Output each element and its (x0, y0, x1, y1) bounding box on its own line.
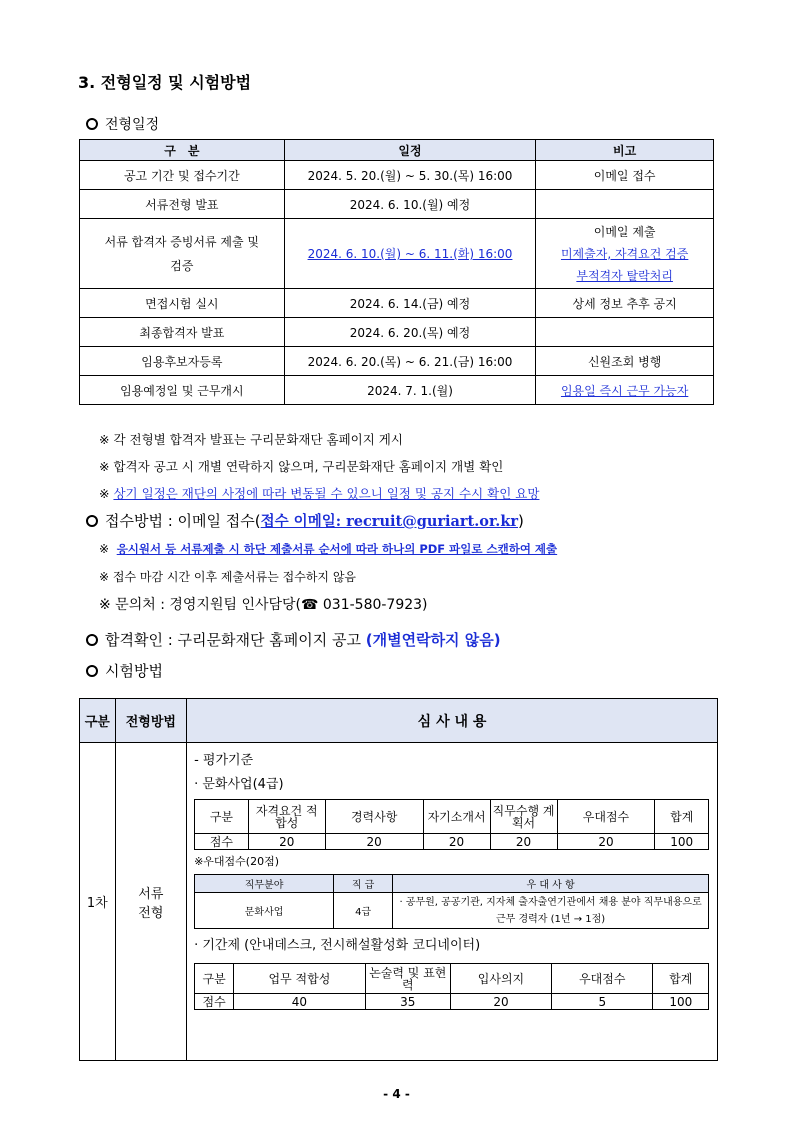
row-item: 서류 합격자 증빙서류 제출 및 검증 (80, 219, 285, 289)
method-heading (86, 660, 163, 681)
circle-bullet-icon (86, 118, 98, 130)
pref-table (194, 874, 709, 929)
apply-close: ) (518, 512, 524, 530)
content-cell (187, 743, 718, 1061)
contract-score-table (194, 963, 709, 1010)
row-item: 임용후보자등록 (80, 347, 285, 376)
apply-method (86, 510, 524, 531)
header-type: 전형방법 (115, 699, 186, 743)
row-note: 이메일 접수 (536, 161, 714, 190)
note-1: ※ 각 전형별 합격자 발표는 구리문화재단 홈페이지 게시 (99, 432, 403, 447)
method-title: 시험방법 (105, 662, 163, 680)
apply-email[interactable]: 접수 이메일: recruit@guriart.or.kr (260, 513, 519, 530)
apply-label: 접수방법 : 이메일 접수( (105, 512, 261, 530)
contract-title: · 기간제 (안내데스크, 전시해설활성화 코디네이터) (194, 938, 481, 953)
contract-header: 입사의지 (450, 964, 551, 994)
pref-header: 직 급 (334, 875, 393, 893)
pref-cell: · 공무원, 공공기관, 지자체 출자출연기관에서 채용 분야 직무내용으로 근무 경력자 (1년 → 1점) (393, 893, 709, 929)
apply-note-1-text: 응시원서 등 서류제출 시 하단 제출서류 순서에 따라 하나의 PDF 파일로 스캔하여 제출 (116, 542, 558, 556)
criteria-title: - 평가기준 (194, 753, 254, 768)
note-line: 미제출자, 자격요건 검증 (560, 246, 689, 261)
row-note (536, 190, 714, 219)
contact: ※ 문의처 : 경영지원팀 인사담당(☎ 031-580-7923) (99, 597, 428, 613)
table-row (80, 219, 714, 289)
result-emph: (개별연락하지 않음) (365, 631, 501, 649)
culture-score: 100 (655, 834, 709, 850)
row-item: 임용예정일 및 근무개시 (80, 376, 285, 405)
culture-score: 점수 (195, 834, 249, 850)
row-note (536, 318, 714, 347)
result-label: 합격확인 : 구리문화재단 홈페이지 공고 (105, 631, 366, 649)
schedule-heading (86, 114, 159, 134)
culture-header: 우대점수 (557, 800, 655, 834)
type-cell: 서류전형 (115, 743, 186, 1061)
header-item: 구 분 (80, 140, 285, 161)
culture-score: 20 (248, 834, 325, 850)
pref-header: 우 대 사 항 (393, 875, 709, 893)
note-2: ※ 합격자 공고 시 개별 연락하지 않으며, 구리문화재단 홈페이지 개별 확인 (99, 459, 504, 474)
header-content: 심 사 내 용 (187, 699, 718, 743)
contract-header: 업무 적합성 (234, 964, 366, 994)
row-date: 2024. 6. 20.(목) 예정 (284, 318, 536, 347)
row-date: 2024. 7. 1.(월) (284, 376, 536, 405)
apply-note-1: ※ 응시원서 등 서류제출 시 하단 제출서류 순서에 따라 하나의 PDF 파일로 스캔하여 제출 (99, 542, 558, 556)
culture-header: 직무수행 계획서 (490, 800, 557, 834)
note-3-text: 상기 일정은 재단의 사정에 따라 변동될 수 있으니 일정 및 공지 수시 확인 요망 (113, 486, 540, 501)
row-item: 공고 기간 및 접수기간 (80, 161, 285, 190)
circle-bullet-icon (86, 634, 98, 646)
pref-header: 직무분야 (195, 875, 334, 893)
circle-bullet-icon (86, 665, 98, 677)
result-check (86, 629, 501, 650)
culture-header: 경력사항 (325, 800, 423, 834)
stage-cell: 1차 (80, 743, 116, 1061)
row-date: 2024. 6. 20.(목) ~ 6. 21.(금) 16:00 (284, 347, 536, 376)
culture-score: 20 (490, 834, 557, 850)
row-item: 서류전형 발표 (80, 190, 285, 219)
culture-title: · 문화사업(4급) (194, 777, 284, 792)
culture-header: 자격요건 적합성 (248, 800, 325, 834)
table-row (80, 318, 714, 347)
culture-header: 합계 (655, 800, 709, 834)
culture-header: 구분 (195, 800, 249, 834)
method-table (79, 698, 718, 1061)
table-row (80, 289, 714, 318)
culture-header: 자기소개서 (423, 800, 490, 834)
contract-score: 100 (653, 994, 709, 1010)
row-date: 2024. 6. 10.(월) ~ 6. 11.(화) 16:00 (284, 219, 536, 289)
contract-score: 20 (450, 994, 551, 1010)
row-item: 최종합격자 발표 (80, 318, 285, 347)
contract-header: 구분 (195, 964, 234, 994)
header-stage: 구분 (80, 699, 116, 743)
row-date: 2024. 5. 20.(월) ~ 5. 30.(목) 16:00 (284, 161, 536, 190)
schedule-title: 전형일정 (105, 117, 160, 133)
pref-cell: 문화사업 (195, 893, 334, 929)
culture-score: 20 (325, 834, 423, 850)
note-line: 부적격자 탈락처리 (576, 268, 673, 283)
note-3: ※ 상기 일정은 재단의 사정에 따라 변동될 수 있으니 일정 및 공지 수시 확인 요망 (99, 486, 540, 501)
row-date: 2024. 6. 14.(금) 예정 (284, 289, 536, 318)
row-note: 신원조회 병행 (536, 347, 714, 376)
culture-score: 20 (557, 834, 655, 850)
contract-header: 합계 (653, 964, 709, 994)
row-note: 임용일 즉시 근무 가능자 (536, 376, 714, 405)
section-heading: 3. 전형일정 및 시험방법 (78, 73, 252, 92)
table-row (80, 347, 714, 376)
schedule-table (79, 139, 714, 405)
contract-score: 5 (552, 994, 653, 1010)
circle-bullet-icon (86, 515, 98, 527)
table-row (80, 376, 714, 405)
row-item: 면접시험 실시 (80, 289, 285, 318)
culture-score-table (194, 799, 709, 850)
contract-header: 논술력 및 표현력 (365, 964, 450, 994)
apply-note-2: ※ 접수 마감 시간 이후 제출서류는 접수하지 않음 (99, 570, 357, 584)
contract-score: 40 (234, 994, 366, 1010)
note-line: 이메일 제출 (593, 224, 656, 239)
row-note: 상세 정보 추후 공지 (536, 289, 714, 318)
contract-score: 점수 (195, 994, 234, 1010)
header-note: 비고 (536, 140, 714, 161)
row-date: 2024. 6. 10.(월) 예정 (284, 190, 536, 219)
row-note (536, 219, 714, 289)
contract-score: 35 (365, 994, 450, 1010)
pref-cell: 4급 (334, 893, 393, 929)
header-date: 일정 (284, 140, 536, 161)
table-row (80, 161, 714, 190)
table-row (80, 190, 714, 219)
contract-header: 우대점수 (552, 964, 653, 994)
page-number: - 4 - (383, 1087, 410, 1101)
pref-title: ※우대점수(20점) (194, 855, 280, 868)
culture-score: 20 (423, 834, 490, 850)
